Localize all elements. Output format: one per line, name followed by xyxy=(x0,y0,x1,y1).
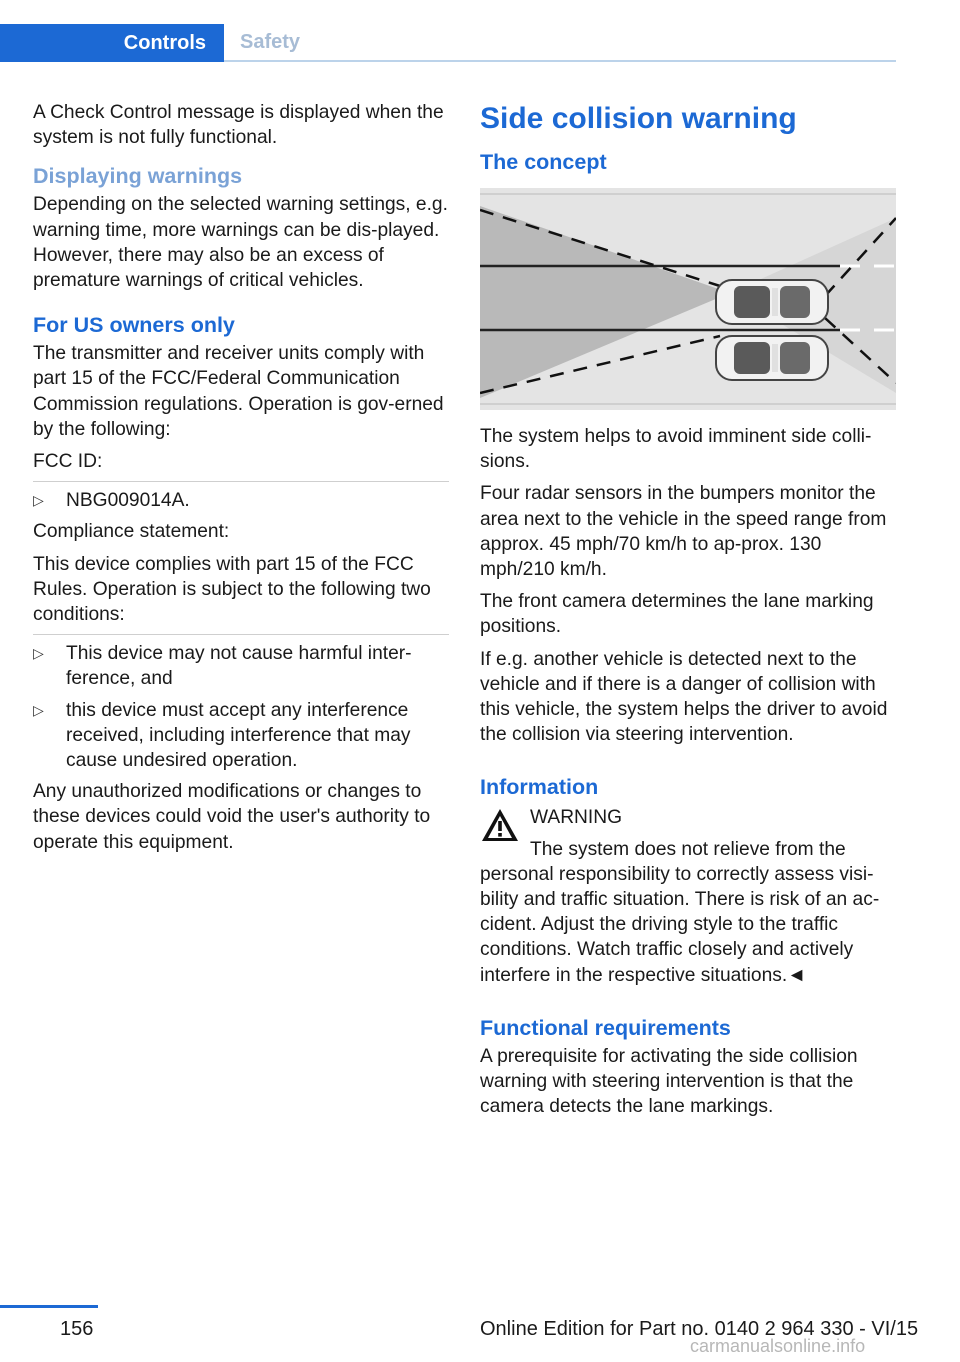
watermark: carmanualsonline.info xyxy=(690,1336,866,1356)
edition-text: Online Edition for Part no. 0140 2 964 330 - VI/15 xyxy=(480,1318,919,1340)
section-title: Side collision warning xyxy=(480,102,797,135)
check-control-paragraph: A Check Control message is displayed when the system is not fully functional. xyxy=(33,102,444,149)
list-item: ▷ this device must accept any interference received, including interference that may cause undesired operation. xyxy=(33,699,411,772)
lane-diagram xyxy=(480,188,896,410)
tab-controls[interactable]: Controls xyxy=(0,24,224,62)
concept-paragraph-3: The front camera determines the lane marking positions. xyxy=(480,591,874,638)
heading-us-owners: For US owners only xyxy=(33,313,235,338)
heading-functional-requirements: Functional requirements xyxy=(480,1015,731,1040)
header-tabs xyxy=(0,24,896,62)
us-owners-paragraph: The transmitter and receiver units comply with part 15 of the FCC/Federal Communication Commission regulations. Operation is gov-erned by the following: xyxy=(33,343,444,440)
other-car-icon xyxy=(716,336,828,380)
tab-safety[interactable]: Safety xyxy=(240,30,301,53)
modifications-paragraph: Any unauthorized modifications or changes to these devices could void the user's authority to operate this equipment. xyxy=(33,781,431,853)
warning-block xyxy=(480,805,896,987)
fcc-id-list xyxy=(33,488,449,513)
heading-information: Information xyxy=(480,775,599,800)
displaying-warnings-paragraph: Depending on the selected warning settings, e.g. warning time, more warnings can be dis-played. However, there may also be an excess of premature warnings of critical vehicles. xyxy=(33,194,448,292)
heading-concept: The concept xyxy=(480,150,607,174)
list-item: ▷ NBG009014A. xyxy=(33,488,449,513)
fcc-id-label: FCC ID: xyxy=(33,451,103,473)
left-column xyxy=(33,100,449,862)
warning-text: personal responsibility to correctly assess visi-bility and traffic situation. There is risk of an ac-cident. Adjust the driving style to the traffic conditions. Watch traffic closely and actively interfere in the respective situations.◄ xyxy=(480,863,880,986)
triangle-right-icon: ▷ xyxy=(33,492,44,509)
concept-illustration xyxy=(480,188,896,410)
triangle-right-icon: ▷ xyxy=(33,701,44,718)
ego-car-icon xyxy=(716,280,828,324)
warning-line-1: The system does not relieve from the xyxy=(530,838,846,860)
functional-requirements-paragraph: A prerequisite for activating the side collision warning with steering intervention is that the camera detects the lane markings. xyxy=(480,1045,858,1118)
warning-title: WARNING xyxy=(530,807,623,829)
list-item: ▷ This device may not cause harmful inter-ference, and xyxy=(33,643,412,690)
right-column xyxy=(480,100,896,1126)
concept-paragraph-4: If e.g. another vehicle is detected next to the vehicle and if there is a danger of collision with this vehicle, the system helps the driver to avoid the collision via steering intervention. xyxy=(480,648,888,746)
conditions-list xyxy=(33,641,449,773)
list-separator xyxy=(33,634,449,635)
list-separator xyxy=(33,481,449,482)
heading-displaying-warnings: Displaying warnings xyxy=(33,164,243,189)
concept-paragraph-2: Four radar sensors in the bumpers monitor the area next to the vehicle in the speed range from approx. 45 mph/70 km/h to ap-prox. 130 mph/210 km/h. xyxy=(480,483,887,581)
compliance-text: This device complies with part 15 of the FCC Rules. Operation is subject to the following two conditions: xyxy=(33,553,431,626)
page-number-rule xyxy=(0,1305,98,1308)
page-number: 156 xyxy=(60,1318,94,1340)
concept-paragraph-1: The system helps to avoid imminent side colli-sions. xyxy=(480,426,872,473)
compliance-label: Compliance statement: xyxy=(33,521,230,543)
warning-triangle-icon xyxy=(480,807,520,843)
triangle-right-icon: ▷ xyxy=(33,645,44,662)
